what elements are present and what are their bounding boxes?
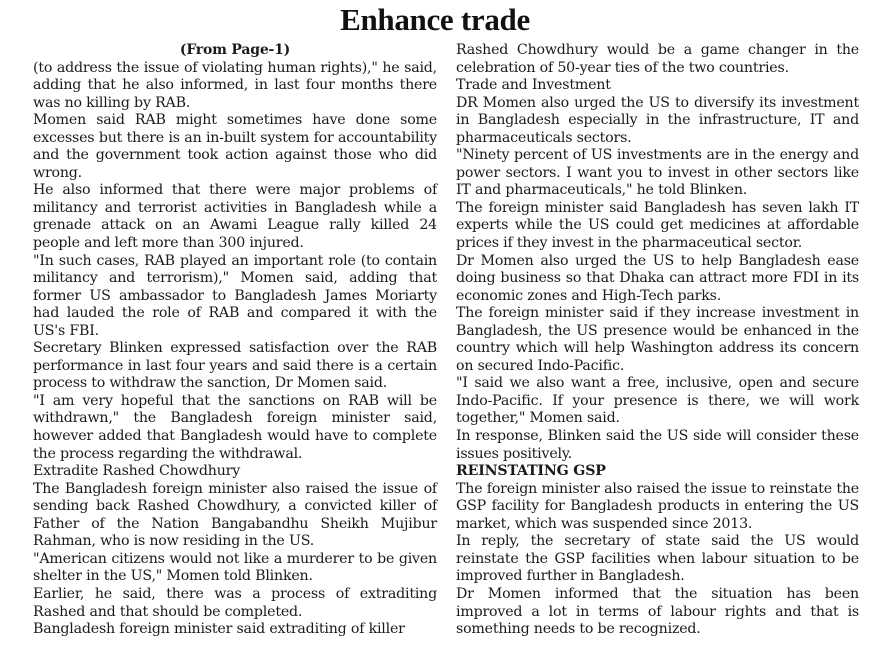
headline: Enhance trade <box>340 2 530 37</box>
paragraph: Bangladesh foreign minister said extraditing of killer <box>33 621 405 638</box>
dateline: (From Page-1) <box>179 42 291 58</box>
paragraph: "American citizens would not like a murderer to be given shelter in the US," Momen told Blinken. <box>33 550 437 585</box>
paragraph: "I said we also want a free, inclusive, open and secure Indo-Pacific. If your presence is there, we will work together," Momen said. <box>456 375 859 427</box>
paragraph: Earlier, he said, there was a process of extraditing Rashed and that should be completed. <box>33 585 437 620</box>
paragraph: Dr Momen also urged the US to help Bangladesh ease doing business so that Dhaka can attract more FDI in its economic zones and High-Tech parks. <box>456 252 859 304</box>
paragraph: "Ninety percent of US investments are in the energy and power sectors. I want you to invest in other sectors like IT and pharmaceuticals," he told Blinken. <box>456 147 859 199</box>
paragraph: The foreign minister also raised the issue to reinstate the GSP facility for Bangladesh products in entering the US market, which was suspended since 2013. <box>456 480 859 532</box>
subheading: Extradite Rashed Chowdhury <box>33 463 241 480</box>
paragraph: The foreign minister said if they increase investment in Bangladesh, the US presence would be enhanced in the country which will help Washington address its concern on secured Indo-Pacific. <box>456 305 859 374</box>
paragraph: The Bangladesh foreign minister also raised the issue of sending back Rashed Chowdhury, a convicted killer of Father of the Nation Bangabandhu Sheikh Mujibur Rahman, who is now residing in the US. <box>33 480 437 550</box>
paragraph: Rashed Chowdhury would be a game changer in the celebration of 50-year ties of the two countries. <box>456 42 859 76</box>
article-column-right <box>456 42 859 639</box>
paragraph: The foreign minister said Bangladesh has seven lakh IT experts while the US could get medicines at affordable prices if they invest in the pharmaceutical sector. <box>456 199 859 252</box>
paragraph: In response, Blinken said the US side will consider these issues positively. <box>456 428 859 462</box>
paragraph: (to address the issue of violating human rights)," he said, adding that he also informed, in last four months there was no killing by RAB. <box>33 59 437 111</box>
paragraph: Momen said RAB might sometimes have done some excesses but there is an in-built system for accountability and the government took action against those who did wrong. <box>33 112 437 181</box>
paragraph: Dr Momen informed that the situation has been improved a lot in terms of labour rights and that is something needs to be recognized. <box>456 585 859 638</box>
paragraph: He also informed that there were major problems of militancy and terrorist activities in Bangladesh while a grenade attack on an Awami League rally killed 24 people and left more than 300 injured. <box>33 182 437 252</box>
subheading-bold: REINSTATING GSP <box>456 463 606 480</box>
paragraph: "I am very hopeful that the sanctions on RAB will be withdrawn," the Bangladesh foreign minister said, however added that Bangladesh would have to complete the process regarding the withdrawal. <box>33 392 437 462</box>
paragraph: DR Momen also urged the US to diversify its investment in Bangladesh especially in the infrastructure, IT and pharmaceuticals sectors. <box>456 94 859 146</box>
paragraph: "In such cases, RAB played an important role (to contain militancy and terrorism)," Momen said, adding that former US ambassador to Bangladesh James Moriarty had lauded the role of RAB and compared it with the US's FBI. <box>33 252 437 339</box>
subheading: Trade and Investment <box>456 77 611 94</box>
paragraph: In reply, the secretary of state said the US would reinstate the GSP facilities when labour situation to be improved further in Bangladesh. <box>456 533 859 585</box>
article-column-left <box>33 42 437 639</box>
paragraph: Secretary Blinken expressed satisfaction over the RAB performance in last four years and said there is a certain process to withdraw the sanction, Dr Momen said. <box>33 340 437 392</box>
